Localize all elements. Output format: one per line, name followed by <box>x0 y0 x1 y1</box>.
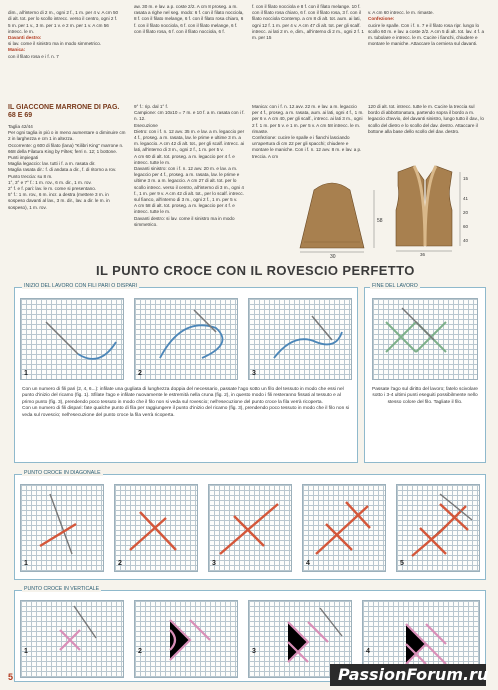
start-caption: Con un numero di fili pari (2, 4, 6...): infilate una gugliata di lunghezza doppia del necessario, passate l'ago sotto un filo del tessuto in modo che essi nel punto d'inizio del ricamo (fig. 1). Sfilate l'ago e infilate nuovamente le estremità nella cruna (fig. 2), in questo modo i fili resteranno fissati al tessuto e al primo punto (fig. 3), prendendo poco tessuto in modo che il filo non si veda sul rovescio; nell'esecuzione del punto croce la fila verrà ricoperta. Con un numero di fili dispari: fate qualche punto di fila per raggiungere il punto d'inizio del ricamo (fig. 3), prendendo poco tessuto in modo che il filo non si veda sul rovescio; nell'esecuzione del punto croce la fila verrà ricoperta. <box>22 387 350 418</box>
pattern-text-col3: f. con il filato nocciola e 8 f. con il filato melange. 10 f. con il filato rosa chiaro, 6 f. con il filato rosa, 3 f. con il filato nocciola Contemp. a cm 8 di alt. tot. aum. ai lati, ogni 12 f. 1 m. per 4 v. A cm 47 di alt. tot. per gli scalf. intrecc. ai lati 2 m. e, dim., all'interno di 2 m., ogni 2 f. 1 m. per 15 <box>252 4 364 41</box>
sleeve-dim-side: 58 <box>377 218 383 224</box>
col1-manica: con il filato rosa e i f. n. 7 <box>8 53 59 59</box>
vert-step-2: 2 <box>138 648 142 655</box>
vest-dim-a: 15 <box>463 176 469 181</box>
main-title: IL PUNTO CROCE CON IL ROVESCIO PERFETTO <box>96 263 415 278</box>
diag-threads <box>20 484 480 572</box>
section-text-b: 9° f.: rip. dal 1° f. Campione: cm 10x10 = 7 m. e 10 f. a m. rasata con i f. n. 12. Esecuzione Dietro: con i f. n. 12 avv. 35 m. e lav. a m. legaccio per 4 f., proseg. a m. rasata, lav. le prime e ultime 3 m. a m. legaccio. A cm 42 di alt. tot., per gli scalf. intrecc. ai lati, all'interno di 3 m., ogni 2 f., 1 m. per 5 v. A cm 60 di alt. tot. proseg. a m. legaccio per 4 f. e intrecc. tutte le m. Davanti sinistro: con i f. n. 12 avv. 20 m. e lav. a m. legaccio per 4 f., proseg. a m. rasata, lav. le prime e ultime 3 m. a m. legaccio. A cm 27 di alt. tot. per lo scollo intrecc. verso il centro, all'interno di 3 m., ogni 4 f., 1 m. per 9 v. A cm 42 di alt. tot., per lo scalf. intrecc. sul fianco, all'interno di 3 m., ogni 2 f., 1 m. per 5 v. A cm 58 di alt. tot. proseg. a m. legaccio per 4 f. e intrecc. tutte le m. Davanti destro: si lav. come il sinistro ma in modo simmetrico. <box>134 104 245 227</box>
thread-icon <box>78 342 116 359</box>
vert-step-1: 1 <box>24 648 28 655</box>
diag-step-3: 3 <box>212 560 216 567</box>
vert-step-4: 4 <box>366 648 370 655</box>
col4-top: v. A cm 60 intrecc. le m. rimaste. <box>368 10 434 16</box>
col1-top: dim., all'interno di 2 m., ogni 2 f., 1 m. per 4 v. A cm 50 di alt. tot. per lo scollo intrecc. verso il centro, ogni 2 f. 5 m. per 1 v., 3 m. per 1 v. e 2 m. per 1 v. A cm 56 intrecc. le m. <box>8 10 119 34</box>
vest-shape <box>396 166 460 251</box>
vest-dim-e: 40 <box>463 238 469 243</box>
col4-conf-label: Confezione: <box>368 16 395 22</box>
start-threads <box>20 298 352 380</box>
section-text-a: Taglia 42/44 Per ogni taglia in più o in meno aumentare o diminuire cm 2 in larghezza e cm 1 in altezza. Occorrente: g 600 di filato (lana) "Kilibri King" marrone n. 668 della Filatura King by Filtes; ferri n. 12; 1 bottone. Punti impiegati Maglia legaccio: lav. tutti i f. a m. rasata dir. Maglia rasata dir.: f. di andata a dir., f. di ritorno a rov. Punto treccia: su 8 m. 1°, 3° e 7° f.: 1 m. rov., 6 m. dir., 1 m. rov. 2° f. e f. pari: lav. le m. come si presentano. 5° f.: 1 m. rov., 6 m. incr. a destra (mettere 3 m. in sospeso davanti al lav., 3 m. dir., lav. a dir. le m. in sospeso), 1 m. rov. <box>8 124 126 210</box>
sleeve-shape <box>300 183 374 252</box>
vest-dim-f: 36 <box>420 252 426 257</box>
start-step-2: 2 <box>138 370 142 377</box>
vest-dim-c: 20 <box>463 210 469 215</box>
garment-schematic <box>290 150 490 260</box>
sleeve-dim-bottom: 30 <box>330 254 336 260</box>
needle-icon <box>46 322 78 354</box>
col4-conf: cucire le spalle. Con i f. n. 7 e il filato rosa ripr. lungo lo scollo 60 m. e lav. a coste 2/2. A cm 5 di alt. tot. lav. 4 f. a m. tubolare e intrecc. le m. Cucire i fianchi, chiudere e montare le maniche. Attaccare la cerniera sul davanti. <box>368 22 485 47</box>
section-text-c: Manica: con i f. n. 12 avv. 22 m. e lav. a m. legaccio per 4 f., proseg. a m. rasata, aum. ai lati, ogni 4 f., 1 m. per 6 v. A cm 40, per gli scalf., intrecc. ai lati 3 m., ogni 2 f. 1 m. per 5 v. e 1 m. per 5 v. A cm 58 intrecc. le m. rimaste. Confezione: cucire le spalle e i fianchi lasciando un'apertura di cm 22 per gli spacchi; chiudere e montare le maniche. Con i f. n. 12 avv. 8 m. e lav. a p. treccia. A cm <box>252 104 364 159</box>
panel-diagonal-label: PUNTO CROCE IN DIAGONALE <box>24 470 101 476</box>
start-step-3: 3 <box>252 370 256 377</box>
vest-dim-b: 41 <box>463 196 469 201</box>
end-threads <box>372 298 478 380</box>
diag-step-4: 4 <box>306 560 310 567</box>
pattern-text-col4 <box>368 4 486 96</box>
col1-davanti-label: Davanti destro: <box>8 35 42 41</box>
pattern-text-col2: aw. 30 m. e lav. a p. coste 2/2. A cm 8 proseg. a m. rasata a righe nel seg. modo: 6 f. con il filato nocciola, 8 f. con il filato melange, 6 f. con il filato rosa chiaro, 6 f. con il filato nocciola, 6 f. con il filato melange, 6 f. con il filato rosa, 6 f. con il filato nocciola, 6 f. <box>134 4 244 34</box>
diag-step-5: 5 <box>400 560 404 567</box>
watermark-text: PassionForum.ru <box>338 665 489 684</box>
col1-manica-label: Manica: <box>8 47 26 53</box>
col1-davanti: si lav. come il sinistro ma in modo simmetrico. <box>8 41 102 47</box>
panel-end-label: FINE DEL LAVORO <box>372 283 418 289</box>
section-text-d: 120 di alt. tot. intrecc. tutte le m. Cucire la treccia sul bordo di abbottonatura, partendo sopra il bordo a m. legaccio d'avvio, del davanti sinistro, lungo tutto il dav., lo scollo del dietro e lo scollo del dav. destro. Attaccare il bottone alla base dello scollo del dav. destro. <box>368 104 484 134</box>
diag-step-2: 2 <box>118 560 122 567</box>
start-step-1: 1 <box>24 370 28 377</box>
pattern-text-col1 <box>8 4 121 96</box>
panel-start-label: INIZIO DEL LAVORO CON FILI PARI O DISPARI <box>24 283 138 289</box>
vest-dim-d: 60 <box>463 224 469 229</box>
page-number: 5 <box>8 672 14 682</box>
diag-step-1: 1 <box>24 560 28 567</box>
section-heading: IL GIACCONE MARRONE DI PAG. 68 E 69 <box>8 104 120 119</box>
end-caption: Passate l'ago sul diritto del lavoro; fatelo scivolare sotto i 3-4 ultimi punti eseguiti possibilmente nello stesso colore del filo. Tagliate il filo. <box>372 387 478 405</box>
vert-step-3: 3 <box>252 648 256 655</box>
panel-vertical-label: PUNTO CROCE IN VERTICALE <box>24 586 100 592</box>
